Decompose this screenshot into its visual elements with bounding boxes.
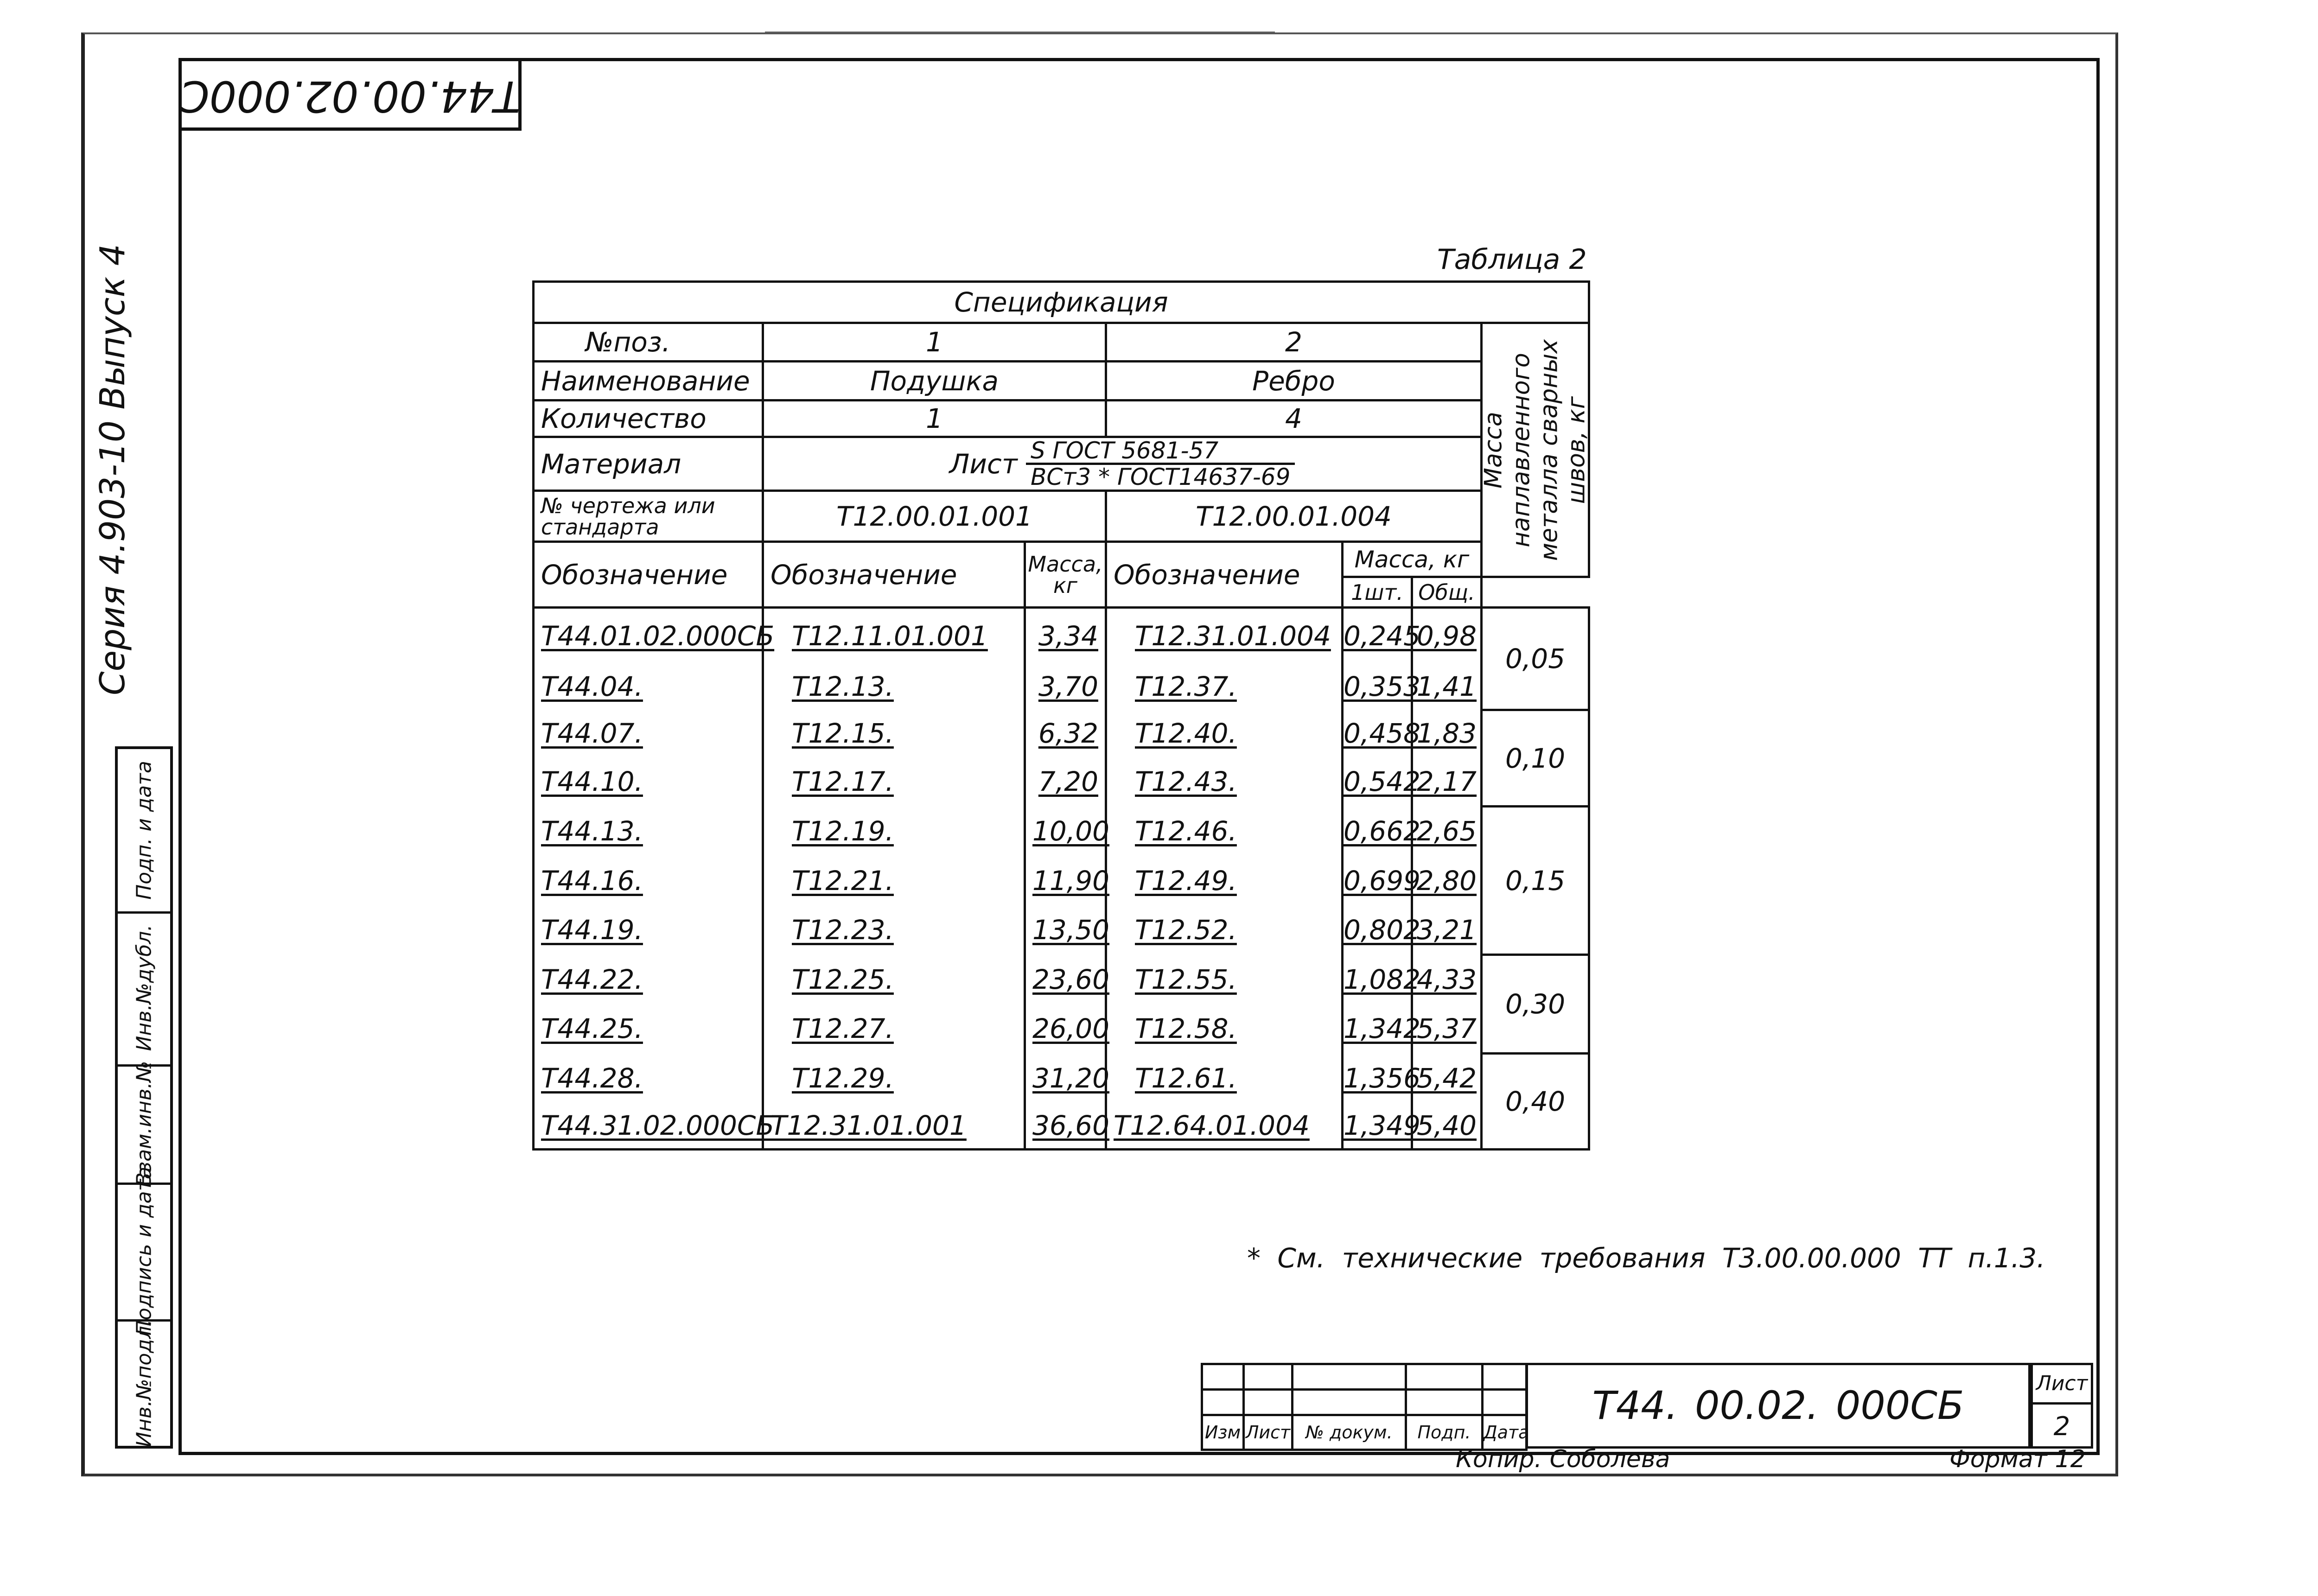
rev-header-signature: Подп. xyxy=(1406,1415,1483,1450)
side-field-replacement-inv: Взам.инв.№ xyxy=(132,1061,156,1186)
label-name: Наименование xyxy=(534,362,763,400)
footnote: * См. технические требования Т3.00.00.000 ТТ п.1.3. xyxy=(1247,1242,2045,1274)
table-row: Т44.22. Т12.25. 23,60 Т12.55. 1,082 4,33 0,30 xyxy=(534,954,1589,1004)
table-title: Спецификация xyxy=(534,282,1589,323)
qty-1: 1 xyxy=(763,400,1106,437)
sheet-label: Лист xyxy=(2033,1365,2091,1405)
side-field-inv-duplicate: Инв.№дубл. xyxy=(132,924,156,1051)
revision-grid xyxy=(1201,1363,1528,1451)
table-row: Т44.04. Т12.13. 3,70 Т12.37. 0,353 1,41 xyxy=(534,663,1589,710)
label-per-unit: 1шт. xyxy=(1343,577,1412,608)
label-designation-2: Обозначение xyxy=(1106,542,1343,608)
rev-header-date: Дата xyxy=(1483,1415,1527,1450)
table-row: Т44.16. Т12.21. 11,90 Т12.49. 0,699 2,80 xyxy=(534,856,1589,905)
table-row: Т44.01.02.000СБ Т12.11.01.001 3,34 Т12.31.01.004 0,245 0,98 0,05 xyxy=(534,608,1589,663)
top-code-stamp xyxy=(178,61,522,131)
label-designation-1: Обозначение xyxy=(763,542,1025,608)
table-row: Т44.07. Т12.15. 6,32 Т12.40. 0,458 1,83 0,10 xyxy=(534,710,1589,757)
name-1: Подушка xyxy=(763,362,1106,400)
rev-header-change: Изм xyxy=(1202,1415,1244,1450)
side-field-signature-date: Подпись и дата xyxy=(132,1166,156,1335)
side-field-sign-date: Подп. и дата xyxy=(132,761,156,900)
document-code: Т44. 00.02. 000СБ xyxy=(1525,1363,2031,1449)
material-top: S ГОСТ 5681-57 xyxy=(1026,439,1295,465)
table-row: Т44.19. Т12.23. 13,50 Т12.52. 0,802 3,21 xyxy=(534,905,1589,955)
material-bottom: ВСт3 * ГОСТ14637-69 xyxy=(1031,464,1291,491)
label-quantity: Количество xyxy=(534,400,763,437)
copied-by: Копир. Соболева xyxy=(1456,1445,1670,1473)
top-code-text: Т44.00.02.000С xyxy=(179,71,521,121)
drawing-2: Т12.00.01.004 xyxy=(1106,491,1482,542)
weld-mass-5: 0,40 xyxy=(1482,1053,1589,1149)
series-label: Серия 4.903-10 Выпуск 4 xyxy=(93,244,133,695)
label-mass-2: Масса, кг xyxy=(1343,542,1482,577)
weld-mass-3: 0,15 xyxy=(1482,807,1589,955)
table-row: Т44.25. Т12.27. 26,00 Т12.58. 1,342 5,37 xyxy=(534,1004,1589,1054)
pos-1: 1 xyxy=(763,323,1106,362)
table-row: Т44.31.02.000СБ Т12.31.01.001 36,60 Т12.64.01.004 1,349 5,40 xyxy=(534,1103,1589,1150)
table-row: Т44.10. Т12.17. 7,20 Т12.43. 0,542 2,17 xyxy=(534,757,1589,807)
paper-format: Формат 12 xyxy=(1949,1445,2086,1473)
title-block xyxy=(1201,1363,2093,1449)
rev-header-sheet: Лист xyxy=(1244,1415,1293,1450)
name-2: Ребро xyxy=(1106,362,1482,400)
label-total: Общ. xyxy=(1412,577,1482,608)
weld-mass-2: 0,10 xyxy=(1482,710,1589,807)
label-mass-1: Масса, кг xyxy=(1025,542,1106,608)
sheet-number: 2 xyxy=(2053,1412,2070,1442)
weld-mass-1: 0,05 xyxy=(1482,608,1589,710)
rev-header-document: № докум. xyxy=(1293,1415,1406,1450)
weld-mass-header: Масса наплавленного металла сварных швов, кг xyxy=(1482,323,1589,577)
qty-2: 4 xyxy=(1106,400,1482,437)
weld-mass-4: 0,30 xyxy=(1482,954,1589,1053)
label-position: №поз. xyxy=(534,323,763,362)
side-strip xyxy=(115,746,173,1449)
material-spec: Лист $\frac{\text{S ГОСТ 5681-57}}{\text{ВСт3 * ГОСТ14637-69}}$ xyxy=(763,437,1482,491)
table-caption: Таблица 2 xyxy=(1437,243,1587,276)
specification-table xyxy=(532,280,1590,1151)
table-row: Т44.28. Т12.29. 31,20 Т12.61. 1,356 5,42 0,40 xyxy=(534,1053,1589,1103)
table-row: Т44.13. Т12.19. 10,00 Т12.46. 0,662 2,65 0,15 xyxy=(534,807,1589,856)
label-designation: Обозначение xyxy=(534,542,763,608)
pos-2: 2 xyxy=(1106,323,1482,362)
label-drawing: № чертежа или стандарта xyxy=(534,491,763,542)
side-field-inv-orig: Инв.№подл. xyxy=(132,1319,156,1447)
label-material: Материал xyxy=(534,437,763,491)
drawing-1: Т12.00.01.001 xyxy=(763,491,1106,542)
sheet-box xyxy=(2031,1363,2093,1449)
